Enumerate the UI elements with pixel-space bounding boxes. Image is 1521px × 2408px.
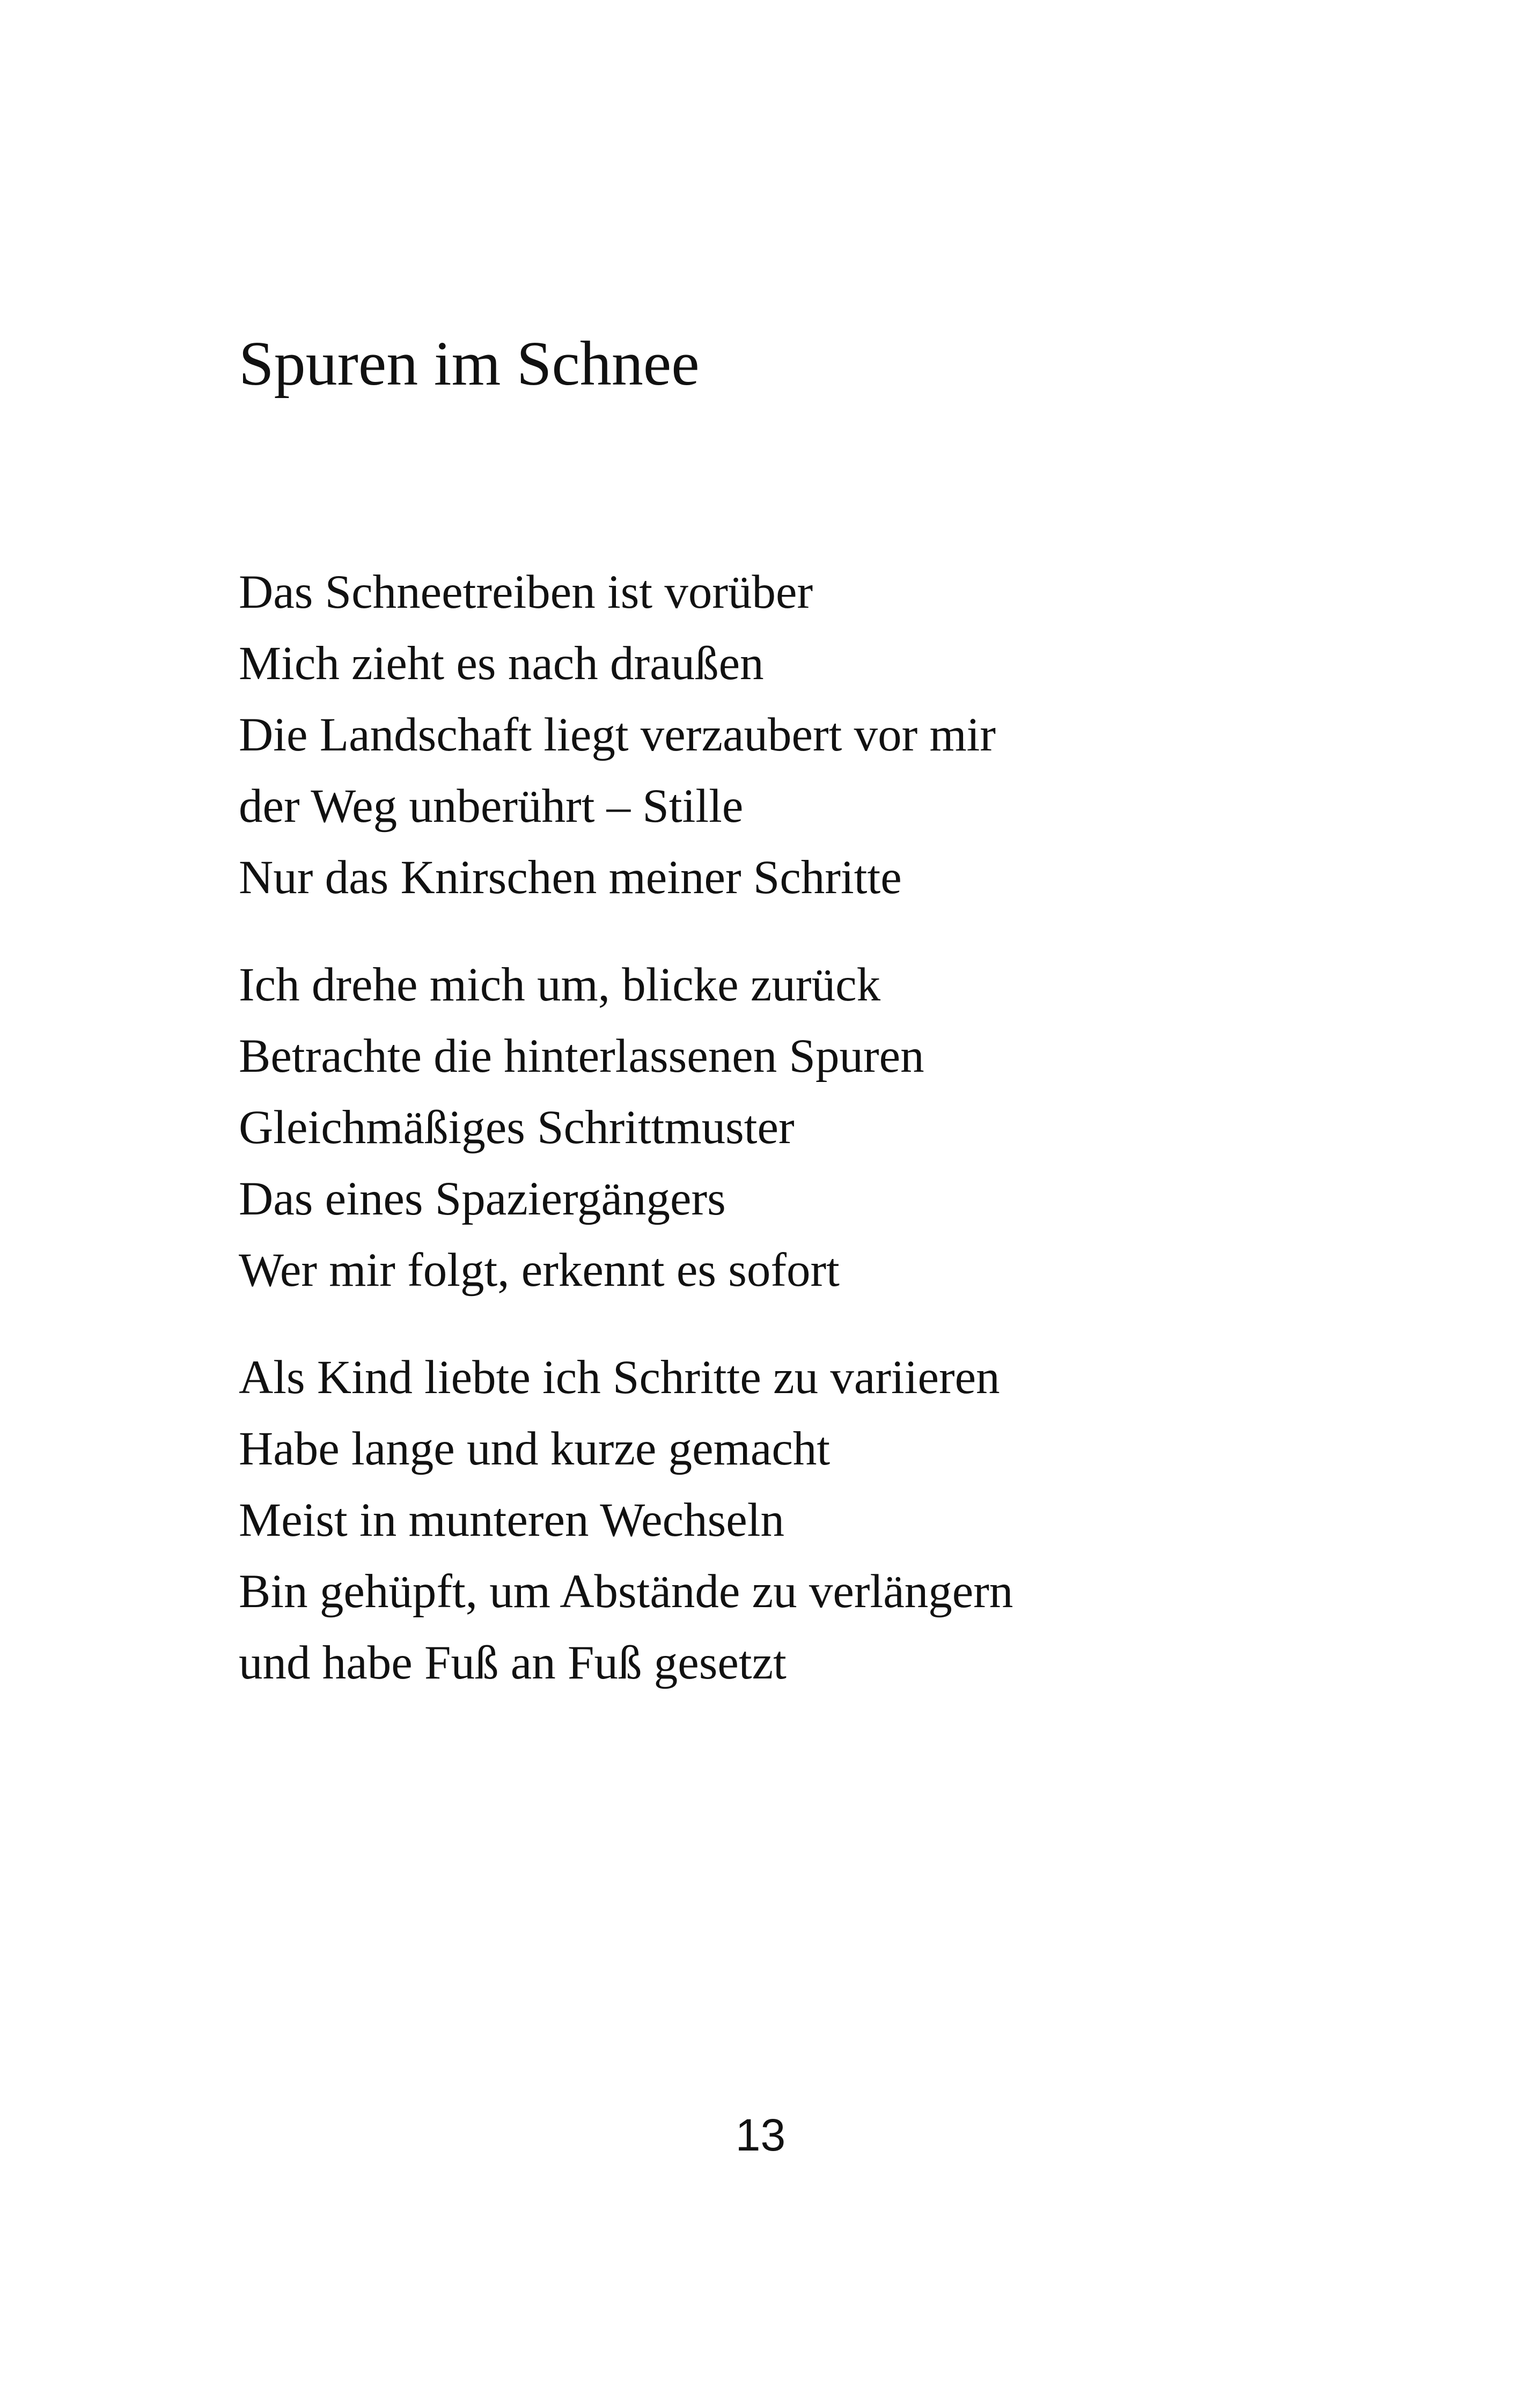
stanza-1 [239,557,1473,914]
poem-line: und habe Fuß an Fuß gesetzt [239,1637,787,1689]
poem-line: Nur das Knirschen meiner Schritte [239,851,902,904]
stanza-2 [239,949,1473,1306]
poem-line: Das eines Spaziergängers [239,1173,726,1225]
poem-line: Die Landschaft liegt verzaubert vor mir [239,709,996,761]
poem-body [239,557,1473,1699]
poem-line: Bin gehüpft, um Abstände zu verlängern [239,1565,1013,1618]
poem-line: der Weg unberührt – Stille [239,780,744,833]
stanza-3 [239,1342,1473,1699]
poem-line: Ich drehe mich um, blicke zurück [239,959,881,1011]
page-number: 13 [735,2110,786,2160]
poem-line: Gleichmäßiges Schrittmuster [239,1101,795,1154]
poem-line: Meist in munteren Wechseln [239,1494,784,1547]
poem-line: Mich zieht es nach draußen [239,637,764,690]
poem-line: Wer mir folgt, erkennt es sofort [239,1244,840,1297]
poem-line: Als Kind liebte ich Schritte zu variieren [239,1351,1000,1404]
poem-title: Spuren im Schnee [239,328,700,399]
poem-line: Habe lange und kurze gemacht [239,1423,831,1475]
poem-line: Betrachte die hinterlassenen Spuren [239,1030,924,1083]
poem-line: Das Schneetreiben ist vorüber [239,566,813,618]
